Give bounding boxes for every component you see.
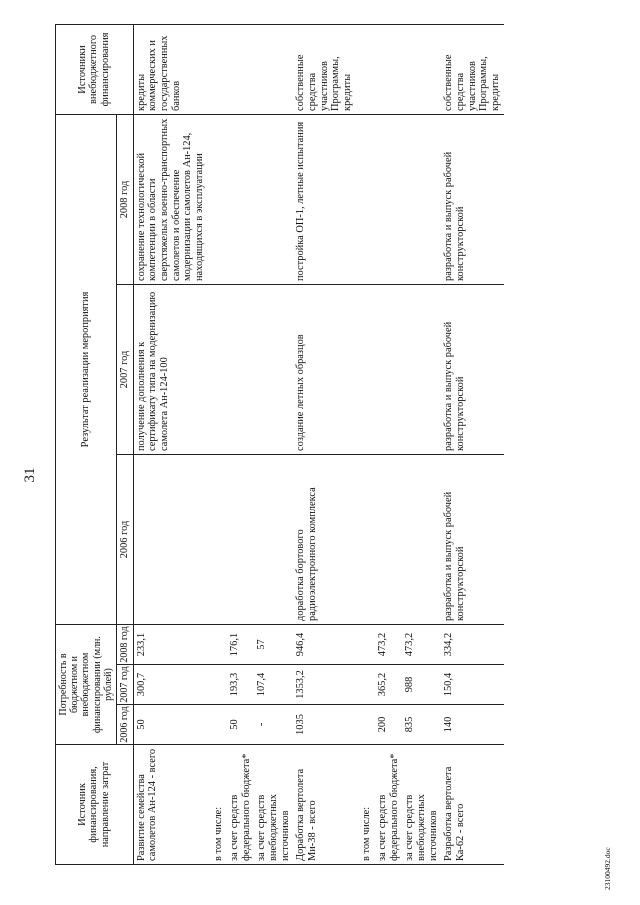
- header-result-2007: 2007 год: [116, 285, 133, 455]
- need-2007: 150,4: [441, 665, 503, 705]
- row-name: за счет средств федерального бюджета*: [227, 745, 254, 865]
- table-row: [441, 24, 503, 864]
- result-2007: [355, 285, 375, 455]
- need-2007: [355, 665, 375, 705]
- funding-source: собственные средства участников Программы, кредиты: [441, 24, 503, 114]
- result-2006: [254, 455, 293, 625]
- result-2006: [227, 455, 254, 625]
- result-2008: [227, 114, 254, 284]
- result-2007: [227, 285, 254, 455]
- need-2008: 233,1: [133, 625, 207, 665]
- header-year-2007: 2007 год: [116, 665, 133, 705]
- need-2007: 988: [402, 665, 441, 705]
- funding-source: [355, 24, 375, 114]
- table-row: [133, 24, 207, 864]
- need-2007: 300,7: [133, 665, 207, 705]
- need-2008: [207, 625, 227, 665]
- need-2007: [207, 665, 227, 705]
- result-2008: [402, 114, 441, 284]
- header-need: Потребность в бюджетном и внебюджетном финансировании (млн. рублей): [56, 625, 117, 745]
- result-2006: разработка и выпуск рабочей конструкторской: [441, 455, 503, 625]
- header-result: Результат реализации мероприятия: [56, 114, 117, 624]
- header-funding: Источники внебюджетного финансирования: [56, 24, 134, 114]
- row-name: Развитие семейства самолетов Ан-124 - всего: [133, 745, 207, 865]
- need-2006: [207, 705, 227, 745]
- need-2008: 946,4: [293, 625, 355, 665]
- result-2007: создание летных образцов: [293, 285, 355, 455]
- need-2007: 1353,2: [293, 665, 355, 705]
- result-2006: [133, 455, 207, 625]
- table-row: [402, 24, 441, 864]
- need-2006: 50: [133, 705, 207, 745]
- result-2008: сохранение технологической компетенции в области сверхтяжелых военно-транспортных самолетов и обеспечение модернизации самолетов Ан-124, находящихся в эксплуатации: [133, 114, 207, 284]
- result-2008: [254, 114, 293, 284]
- funding-source: собственные средства участников Программы, кредиты: [293, 24, 355, 114]
- table-row: [227, 24, 254, 864]
- result-2008: [207, 114, 227, 284]
- result-2007: [402, 285, 441, 455]
- funding-source: [402, 24, 441, 114]
- result-2006: [207, 455, 227, 625]
- funding-source: [227, 24, 254, 114]
- funding-source: [375, 24, 402, 114]
- result-2007: [207, 285, 227, 455]
- need-2008: 176,1: [227, 625, 254, 665]
- result-2007: разработка и выпуск рабочей конструкторской: [441, 285, 503, 455]
- need-2007: 365,2: [375, 665, 402, 705]
- document-id: 23100492.doc: [603, 847, 612, 890]
- need-2006: 200: [375, 705, 402, 745]
- need-2006: -: [254, 705, 293, 745]
- result-2006: [402, 455, 441, 625]
- need-2008: 473,2: [375, 625, 402, 665]
- funding-source: [207, 24, 227, 114]
- result-2008: постройка ОП-1, летные испытания: [293, 114, 355, 284]
- row-name: за счет средств федерального бюджета*: [375, 745, 402, 865]
- table-row: [355, 24, 375, 864]
- need-2008: 473,2: [402, 625, 441, 665]
- header-year-2008: 2008 год: [116, 625, 133, 665]
- table-row: [207, 24, 227, 864]
- result-2006: доработка бортового радиоэлектронного комплекса: [293, 455, 355, 625]
- header-result-2006: 2006 год: [116, 455, 133, 625]
- need-2008: [355, 625, 375, 665]
- need-2008: 57: [254, 625, 293, 665]
- financing-table: [55, 24, 504, 865]
- result-2008: [375, 114, 402, 284]
- result-2007: получение дополнения к сертификату типа на модернизацию самолета Ан-124-100: [133, 285, 207, 455]
- funding-source: кредиты коммерческих и государственных банков: [133, 24, 207, 114]
- table-body: [133, 24, 503, 864]
- result-2008: [355, 114, 375, 284]
- need-2006: 50: [227, 705, 254, 745]
- result-2007: [254, 285, 293, 455]
- need-2008: 334,2: [441, 625, 503, 665]
- header-year-2006: 2006 год: [116, 705, 133, 745]
- need-2007: 193,3: [227, 665, 254, 705]
- page-number: 31: [22, 467, 38, 483]
- need-2006: [355, 705, 375, 745]
- table-row: [254, 24, 293, 864]
- need-2006: 1035: [293, 705, 355, 745]
- row-name: Доработка вертолета Ми-38 - всего: [293, 745, 355, 865]
- row-name: за счет средств внебюджетных источников: [402, 745, 441, 865]
- row-name: в том числе:: [355, 745, 375, 865]
- result-2007: [375, 285, 402, 455]
- table-row: [293, 24, 355, 864]
- result-2008: разработка и выпуск рабочей конструкторской: [441, 114, 503, 284]
- need-2006: 835: [402, 705, 441, 745]
- result-2006: [355, 455, 375, 625]
- need-2007: 107,4: [254, 665, 293, 705]
- result-2006: [375, 455, 402, 625]
- header-source: Источник финансирования, направление затрат: [56, 745, 134, 865]
- header-result-2008: 2008 год: [116, 114, 133, 284]
- row-name: Разработка вертолета Ка-62 - всего: [441, 745, 503, 865]
- funding-source: [254, 24, 293, 114]
- row-name: за счет средств внебюджетных источников: [254, 745, 293, 865]
- row-name: в том числе:: [207, 745, 227, 865]
- table-row: [375, 24, 402, 864]
- need-2006: 140: [441, 705, 503, 745]
